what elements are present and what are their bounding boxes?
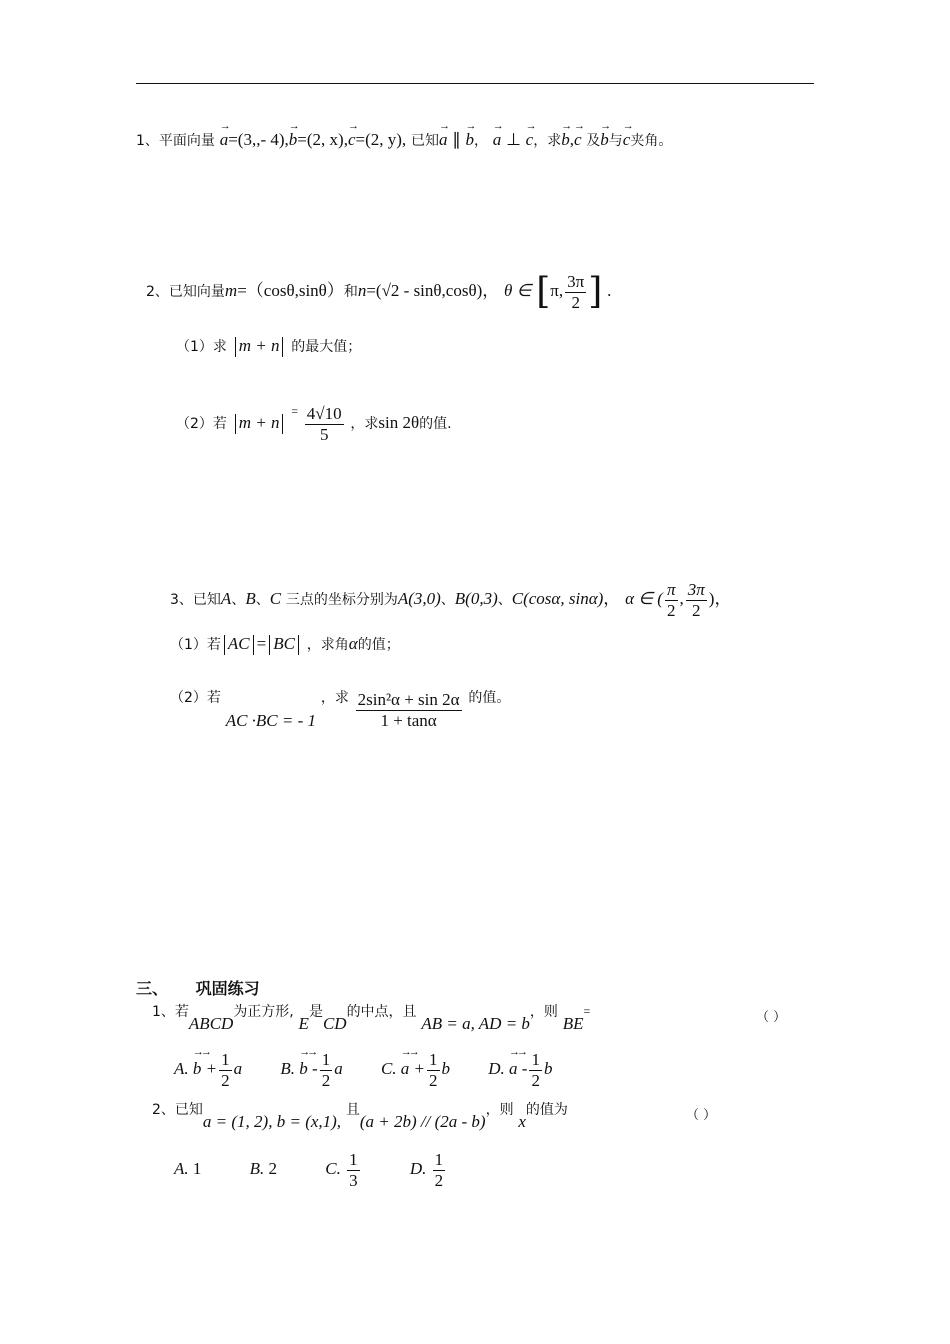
f1-numerator: π	[666, 580, 676, 599]
ex1-option-A-vec: →→ b +	[193, 1059, 217, 1079]
ex2-d-num: 1	[434, 1150, 444, 1169]
ex1-BE: BE	[562, 1014, 584, 1033]
abs-bar-right	[282, 337, 283, 357]
ex1-ABCD: ABCD	[188, 1014, 234, 1033]
half-num-c: 1	[429, 1050, 438, 1069]
section-number: 三、	[136, 979, 169, 998]
problem-2-number: 2、	[146, 284, 169, 301]
ex1-number: 1、若	[152, 1004, 189, 1020]
problem-3-text-a: 三点的坐标分别为	[285, 592, 398, 609]
f2-numerator: 3π	[687, 580, 705, 599]
p3-q1-mid: ，求角	[306, 637, 349, 653]
period: .	[607, 281, 612, 301]
ex1-option-B-half	[320, 1050, 333, 1090]
separator-2: 、	[255, 592, 270, 609]
ex2-d-den: 2	[434, 1170, 444, 1190]
fraction-3pi-2	[565, 272, 586, 312]
fraction-trig	[356, 690, 462, 730]
vector-m-value: =（cosθ,sinθ）	[237, 281, 344, 301]
ex2-option-B-label: B.	[249, 1158, 265, 1178]
ex2-c-num: 1	[349, 1150, 358, 1169]
ex2-option-A-label: A.	[174, 1158, 189, 1178]
p3-q2-label: （2）若	[170, 690, 221, 706]
ex1-equals: =	[583, 1004, 591, 1018]
ex2-answer-blank[interactable]: （ ）	[686, 1108, 717, 1123]
comma-2: ,	[569, 130, 574, 149]
q1-expression: m + n	[238, 336, 280, 355]
parallel-symbol: ∥	[452, 130, 461, 149]
comma-3: ，	[603, 589, 621, 609]
vector-m: m	[224, 281, 238, 301]
q2-numerator: 4√10	[306, 404, 342, 423]
coord-A: A(3,0)	[397, 589, 441, 609]
problem-1-text-b: 已知	[410, 133, 439, 149]
problem-3-number: 3、已知	[170, 592, 221, 609]
comma-1: ，	[474, 133, 489, 149]
theta-domain: θ ∈	[504, 281, 532, 301]
problem-2-text-b: 和	[343, 284, 358, 301]
vector-c-3: → c	[574, 130, 582, 150]
point-B: B	[245, 589, 256, 609]
problem-2-text-a: 已知向量	[168, 284, 225, 301]
ex1-option-B-var: a	[334, 1058, 343, 1078]
q2-denominator: 5	[319, 424, 329, 444]
vector-b-2: → b	[466, 130, 475, 150]
ex1-condition: AB = a, AD = b	[421, 1014, 530, 1033]
ex2-option-C-label: C.	[325, 1158, 341, 1178]
fraction-4sqrt10-5	[305, 404, 344, 444]
ex1-option-D-vec: →→ a -	[509, 1059, 527, 1079]
p3-q2-numerator: 2sin²α + sin 2α	[357, 690, 460, 709]
q2-mid: ，求	[350, 416, 379, 433]
ex2-option-D-fraction	[433, 1150, 446, 1190]
fraction-denominator: 2	[571, 292, 580, 312]
interval-pi: π,	[550, 281, 564, 301]
ex1-option-D-label: D.	[488, 1058, 505, 1078]
p3-q1-alpha: α	[348, 634, 358, 653]
abs-bar-left	[235, 337, 236, 357]
ex1-option-D-half	[529, 1050, 542, 1090]
p3-q2-denominator: 1 + tanα	[380, 710, 437, 730]
ex1-option-C-vec: →→ a +	[401, 1059, 425, 1079]
ex1-option-B-label: B.	[280, 1058, 296, 1078]
vector-b: → b	[289, 130, 298, 150]
q2-expression: m + n	[238, 413, 280, 433]
p3-q1-tail: 的值；	[357, 637, 400, 653]
point-C: C	[269, 589, 282, 609]
vector-b-3: → b	[561, 130, 570, 150]
ex1-text-d: ，则	[529, 1004, 558, 1020]
half-num-d: 1	[531, 1050, 540, 1069]
problem-1	[136, 130, 672, 150]
p3-q1-label: （1）若	[170, 637, 221, 653]
ex1-CD: CD	[322, 1014, 347, 1033]
section-heading	[136, 976, 260, 999]
coord-B: B(0,3)	[454, 589, 498, 609]
vector-AC: AC	[227, 634, 250, 653]
vector-b-4: → b	[600, 130, 609, 150]
ex2-text-a: 且	[345, 1102, 360, 1118]
ex1-option-B-vec: →→ b -	[299, 1059, 317, 1079]
q1-label: （1）求	[176, 339, 227, 355]
equals-sign: =	[256, 634, 267, 653]
p3-q2-mid: ，求	[320, 690, 349, 706]
fraction-3pi-2-b	[686, 580, 707, 620]
ex2-options	[174, 1150, 447, 1190]
right-bracket: ]	[588, 271, 603, 313]
vector-a-value: =(3,,- 4),	[228, 130, 289, 149]
abs-bar-left-2	[235, 414, 236, 434]
ex1-option-C-label: C.	[380, 1058, 397, 1078]
p3-q2-expression: AC ·BC = - 1	[225, 711, 317, 731]
fraction-numerator: 3π	[567, 272, 585, 291]
half-den-c: 2	[429, 1070, 438, 1090]
half-num-b: 1	[321, 1050, 331, 1069]
ex2-values: a = (1, 2), b = (x,1),	[202, 1112, 342, 1131]
ex2-option-D-label: D.	[409, 1158, 427, 1178]
vector-n-value: =(√2 - sinθ,cosθ)，	[366, 281, 500, 301]
q1-tail: 的最大值；	[291, 339, 362, 355]
ex2-text-b: ，则	[485, 1102, 514, 1118]
problem-3	[170, 580, 731, 620]
f1-denominator: 2	[666, 600, 676, 620]
coord-C: C(cosα, sinα)	[511, 589, 604, 609]
alpha-close: )，	[708, 589, 732, 609]
vector-c-2: → c	[526, 130, 534, 150]
ex1-E: E	[298, 1014, 309, 1033]
ex2-condition: (a + 2b) // (2a - b)	[359, 1112, 486, 1131]
fraction-pi-2	[665, 580, 678, 620]
vector-c: → c	[348, 130, 356, 150]
vector-c-value: =(2, y),	[355, 130, 407, 149]
problem-1-text-a: 平面向量	[158, 133, 215, 149]
vector-BC: BC	[273, 634, 295, 653]
vector-a: → a	[220, 130, 229, 150]
comma-4: ,	[679, 589, 684, 609]
ex1-text-b: 是	[308, 1004, 323, 1020]
problem-1-text-c: ，求	[533, 133, 562, 149]
ex2-x: x	[518, 1112, 526, 1131]
ex2-number: 2、已知	[152, 1102, 203, 1118]
q2-equals: =	[291, 404, 299, 418]
ex1-option-A-half	[219, 1050, 232, 1090]
ex1-option-C-half	[427, 1050, 440, 1090]
alpha-domain: α ∈ (	[625, 589, 663, 609]
separator-3: 、	[440, 592, 455, 609]
problem-2	[146, 272, 611, 312]
vector-n: n	[357, 281, 367, 301]
ex1-options	[174, 1050, 552, 1090]
q2-label: （2）若	[176, 416, 227, 433]
vector-b-value: =(2, x),	[297, 130, 348, 149]
problem-1-text-f: 夹角。	[630, 133, 673, 149]
point-A: A	[220, 589, 232, 609]
header-rule	[136, 83, 814, 84]
q2-tail: 的值.	[419, 416, 452, 433]
problem-3-q2	[170, 690, 510, 730]
vector-a-3: → a	[493, 130, 502, 150]
problem-1-text-d: 及	[586, 133, 601, 149]
vector-a-2: → a	[439, 130, 448, 150]
problem-2-q1	[176, 336, 361, 357]
p3-q2-tail: 的值。	[468, 690, 511, 706]
ex1-answer-blank[interactable]: （ ）	[756, 1010, 787, 1025]
ex1-option-A-label: A.	[174, 1058, 189, 1078]
left-bracket: [	[536, 271, 551, 313]
half-den-a: 2	[221, 1070, 230, 1090]
abs-bar-4	[253, 635, 254, 655]
ex1-option-D-var: b	[543, 1058, 553, 1078]
perp-symbol: ⊥	[506, 130, 521, 149]
ex1-text-c: 的中点，且	[346, 1004, 417, 1020]
ex1-option-C-var: b	[441, 1058, 451, 1078]
f2-denominator: 2	[692, 600, 701, 620]
abs-bar-5	[269, 635, 270, 655]
abs-bar-6	[298, 635, 299, 655]
ex2-c-den: 3	[349, 1170, 358, 1190]
separator-4: 、	[497, 592, 512, 609]
problem-2-q2	[176, 404, 452, 444]
abs-bar-right-2	[282, 414, 283, 434]
q2-sin: sin 2θ	[378, 413, 420, 433]
abs-bar-3	[224, 635, 225, 655]
problem-3-q1	[170, 634, 400, 655]
ex1-text-a: 为正方形,	[233, 1004, 294, 1020]
vector-c-4: → c	[623, 130, 631, 150]
exercise-2	[152, 1102, 568, 1131]
ex2-text-c: 的值为	[525, 1102, 568, 1118]
ex1-option-A-var: a	[233, 1058, 243, 1078]
exercise-1	[152, 1004, 591, 1033]
ex2-option-B-value: 2	[268, 1158, 278, 1178]
separator-1: 、	[231, 592, 246, 609]
half-den-d: 2	[531, 1070, 540, 1090]
ex2-option-A-value: 1	[192, 1158, 202, 1178]
problem-1-number: 1、	[136, 133, 159, 149]
ex2-option-C-fraction	[347, 1150, 360, 1190]
section-name: 巩固练习	[195, 979, 260, 998]
problem-1-text-e: 与	[608, 133, 623, 149]
half-den-b: 2	[321, 1070, 331, 1090]
half-num-a: 1	[221, 1050, 230, 1069]
